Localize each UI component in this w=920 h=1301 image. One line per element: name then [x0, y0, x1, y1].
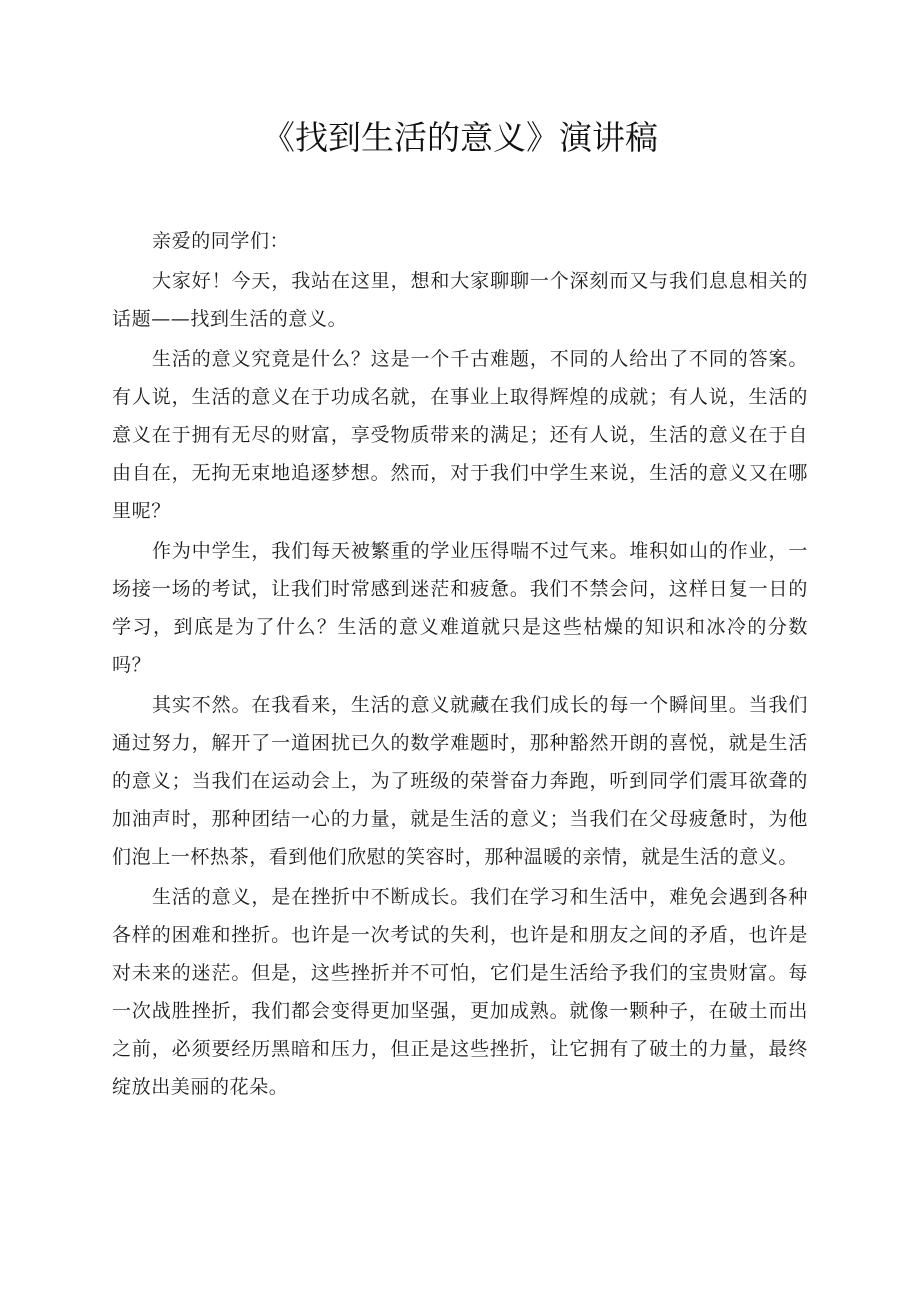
speech-title: 《找到生活的意义》演讲稿 — [262, 118, 658, 157]
paragraph-student-life: 作为中学生，我们每天被繁重的学业压得喘不过气来。堆积如山的作业，一场接一场的考试，让我们时常感到迷茫和疲惫。我们不禁会问，这样日复一日的学习，到底是为了什么？生活的意义难道就只是这些枯燥的知识和冰冷的分数吗？ — [112, 540, 808, 676]
paragraph-greeting: 大家好！今天，我站在这里，想和大家聊聊一个深刻而又与我们息息相关的话题——找到生活的意义。 — [112, 270, 808, 330]
paragraph-question: 生活的意义究竟是什么？这是一个千古难题，不同的人给出了不同的答案。有人说，生活的意义在于功成名就，在事业上取得辉煌的成就；有人说，生活的意义在于拥有无尽的财富，享受物质带来的满足；还有人说，生活的意义在于自由自在，无拘无束地追逐梦想。然而，对于我们中学生来说，生活的意义又在哪里呢？ — [112, 348, 808, 522]
speech-body — [112, 222, 808, 1108]
paragraph-setbacks: 生活的意义，是在挫折中不断成长。我们在学习和生活中，难免会遇到各种各样的困难和挫折。也许是一次考试的失利，也许是和朋友之间的矛盾，也许是对未来的迷茫。但是，这些挫折并不可怕，它们是生活给予我们的宝贵财富。每一次战胜挫折，我们都会变得更加坚强，更加成熟。就像一颗种子，在破土而出之前，必须要经历黑暗和压力，但正是这些挫折，让它拥有了破土的力量，最终绽放出美丽的花朵。 — [112, 886, 808, 1098]
paragraph-moments: 其实不然。在我看来，生活的意义就藏在我们成长的每一个瞬间里。当我们通过努力，解开了一道困扰已久的数学难题时，那种豁然开朗的喜悦，就是生活的意义；当我们在运动会上，为了班级的荣誉奋力奔跑，听到同学们震耳欲聋的加油声时，那种团结一心的力量，就是生活的意义；当我们在父母疲惫时，为他们泡上一杯热茶，看到他们欣慰的笑容时，那种温暖的亲情，就是生活的意义。 — [112, 694, 808, 868]
paragraph-salutation: 亲爱的同学们： — [152, 230, 290, 252]
